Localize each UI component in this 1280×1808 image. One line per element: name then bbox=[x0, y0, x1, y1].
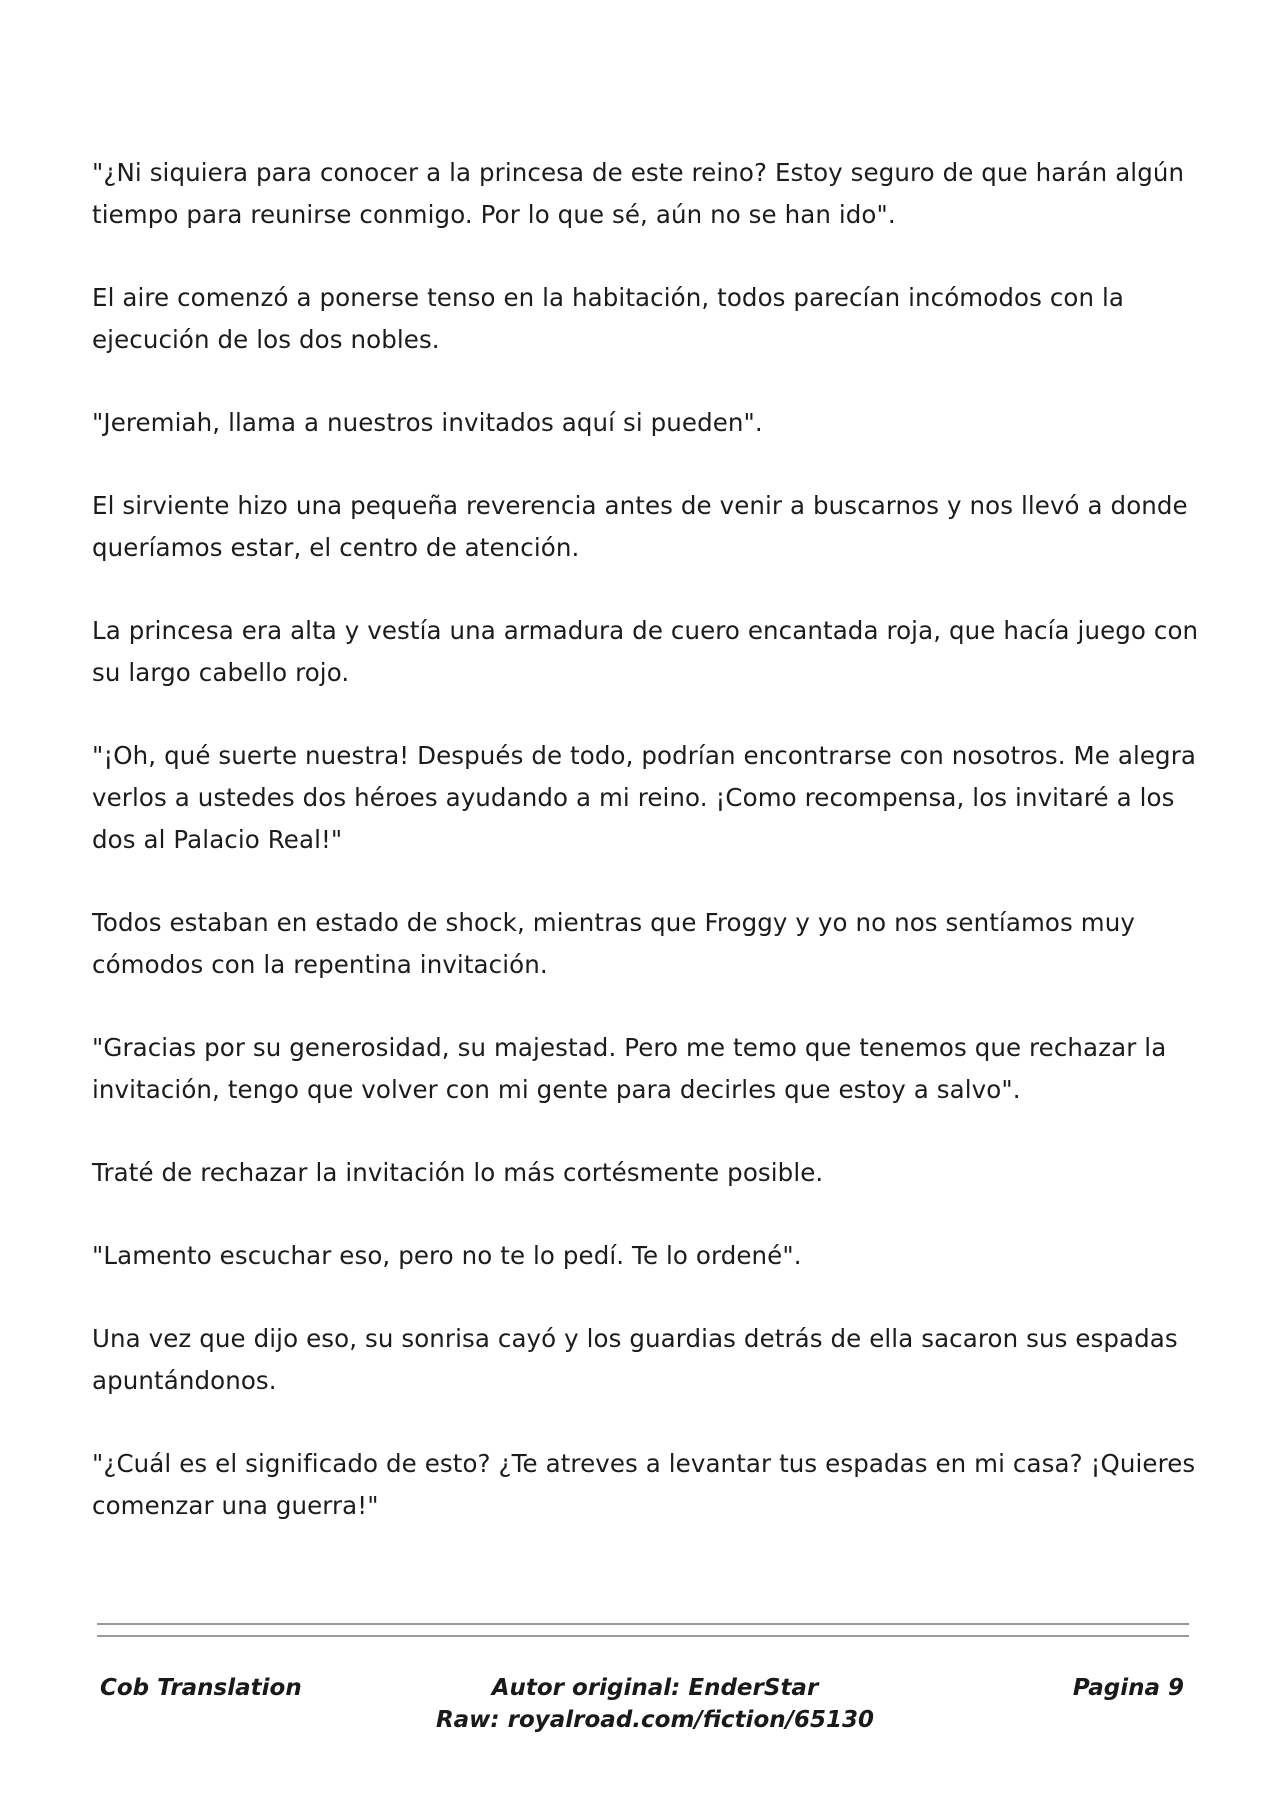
body-text bbox=[92, 152, 1202, 1568]
footer-credits bbox=[390, 1672, 920, 1736]
footer-divider-top bbox=[97, 1623, 1189, 1625]
paragraph: El aire comenzó a ponerse tenso en la habitación, todos parecían incómodos con la ejecución de los dos nobles. bbox=[92, 283, 1125, 354]
paragraph: "Jeremiah, llama a nuestros invitados aquí si pueden". bbox=[92, 408, 763, 437]
footer-translator: Cob Translation bbox=[100, 1675, 302, 1701]
footer-author: Autor original: EnderStar bbox=[491, 1675, 819, 1701]
paragraph: "Gracias por su generosidad, su majestad. Pero me temo que tenemos que rechazar la invitación, tengo que volver con mi gente para decirles que estoy a salvo". bbox=[92, 1033, 1167, 1104]
paragraph: "¿Ni siquiera para conocer a la princesa de este reino? Estoy seguro de que harán algún tiempo para reunirse conmigo. Por lo que sé, aún no se han ido". bbox=[92, 158, 1185, 229]
paragraph: Todos estaban en estado de shock, mientras que Froggy y yo no nos sentíamos muy cómodos con la repentina invitación. bbox=[92, 908, 1135, 979]
paragraph: "¿Cuál es el significado de esto? ¿Te atreves a levantar tus espadas en mi casa? ¡Quieres comenzar una guerra!" bbox=[92, 1449, 1196, 1520]
paragraph: Traté de rechazar la invitación lo más cortésmente posible. bbox=[92, 1158, 824, 1187]
footer-raw-source: Raw: royalroad.com/fiction/65130 bbox=[435, 1707, 875, 1733]
paragraph: "Lamento escuchar eso, pero no te lo pedí. Te lo ordené". bbox=[92, 1241, 802, 1270]
paragraph: La princesa era alta y vestía una armadura de cuero encantada roja, que hacía juego con su largo cabello rojo. bbox=[92, 616, 1199, 687]
paragraph: "¡Oh, qué suerte nuestra! Después de todo, podrían encontrarse con nosotros. Me alegra verlos a ustedes dos héroes ayudando a mi reino. ¡Como recompensa, los invitaré a los dos al Palacio Real!" bbox=[92, 741, 1196, 854]
paragraph: El sirviente hizo una pequeña reverencia antes de venir a buscarnos y nos llevó a donde queríamos estar, el centro de atención. bbox=[92, 491, 1188, 562]
footer-page-number: Pagina 9 bbox=[1072, 1675, 1184, 1701]
footer-divider-bottom bbox=[97, 1635, 1189, 1637]
paragraph: Una vez que dijo eso, su sonrisa cayó y los guardias detrás de ella sacaron sus espadas apuntándonos. bbox=[92, 1324, 1178, 1395]
